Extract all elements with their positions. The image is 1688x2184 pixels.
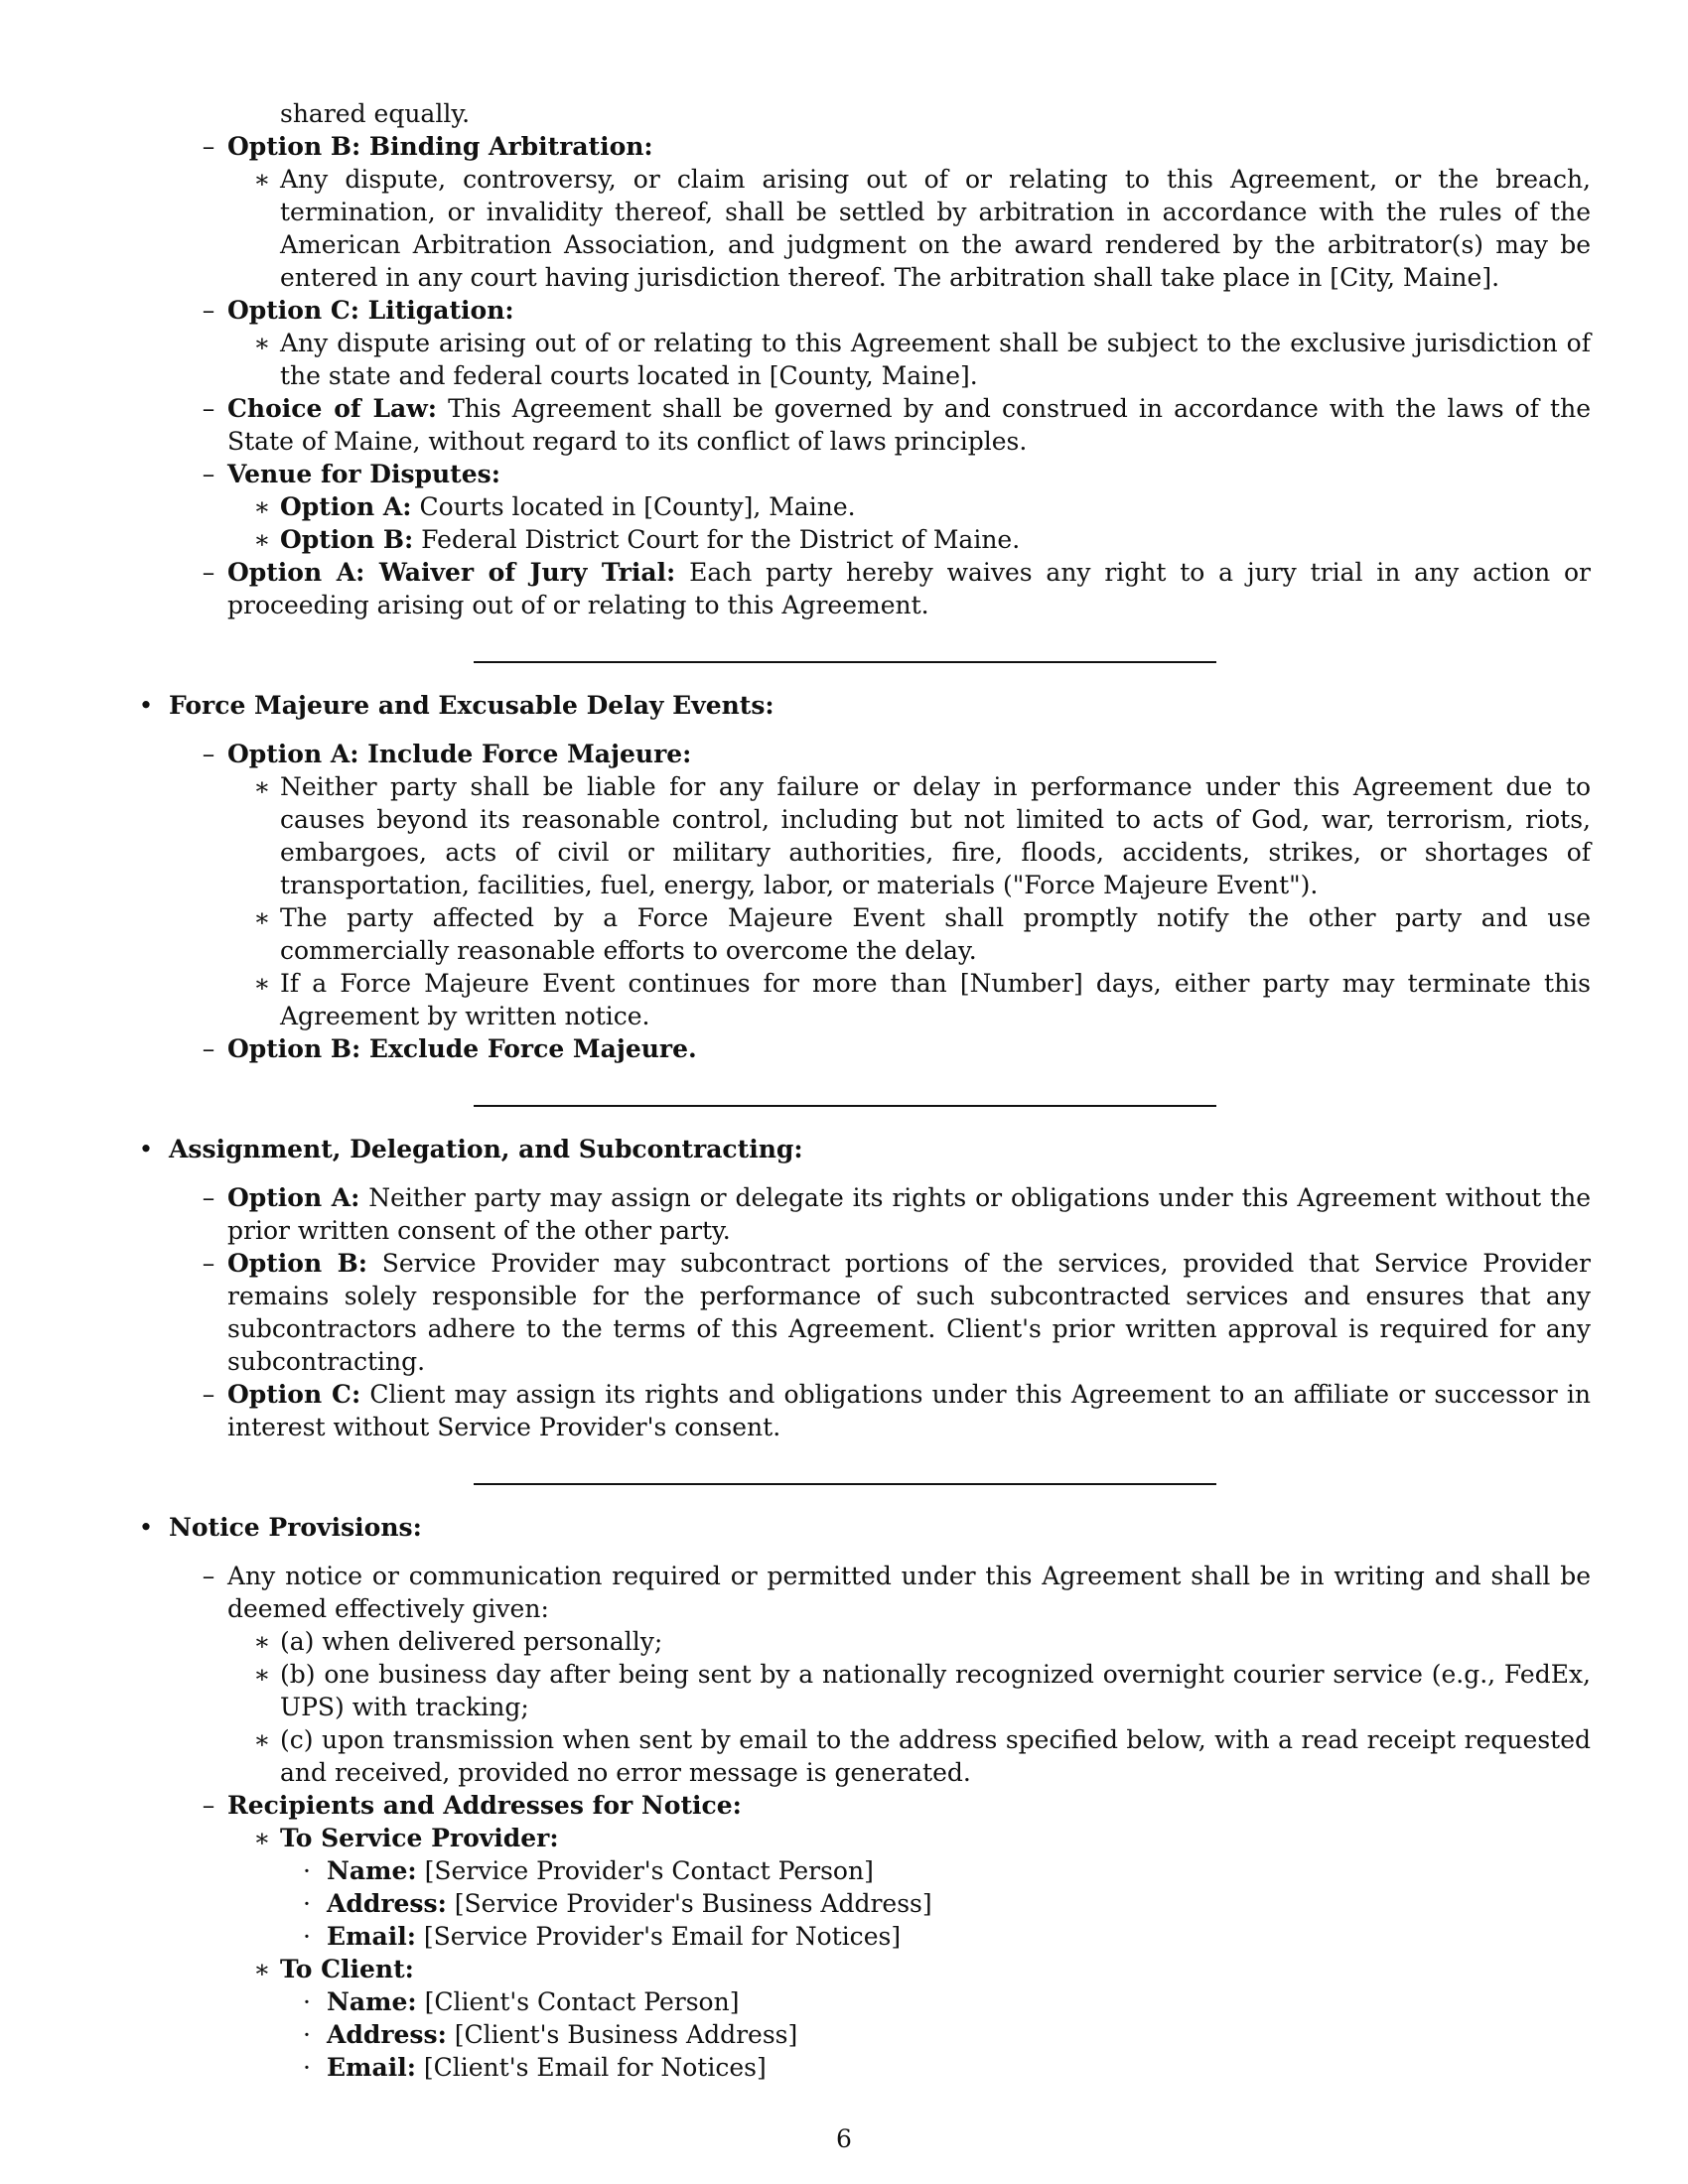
list-item (136, 1723, 1591, 1789)
option-label: Option A: Waiver of Jury Trial: (227, 558, 676, 587)
list-item (136, 1887, 1591, 1920)
dash-marker: – (202, 1034, 215, 1063)
list-item (136, 97, 1591, 130)
force-majeure-heading: Force Majeure and Excusable Delay Events: (169, 691, 774, 720)
clause-text: Any dispute arising out of or relating to this Agreement shall be subject to the exclusive jurisdiction of the state and federal courts located in [County, Maine]. (280, 329, 1591, 390)
option-label: Option A: Include Force Majeure: (227, 740, 692, 768)
field-value: [Client's Business Address] (454, 2020, 798, 2049)
dash-marker: – (202, 1183, 215, 1212)
dash-marker: – (202, 558, 215, 587)
field-value: [Service Provider's Contact Person] (424, 1856, 874, 1885)
choice-of-law (136, 392, 1591, 458)
option-label: To Client: (280, 1955, 414, 1983)
dot-marker: · (303, 1987, 311, 2016)
list-item (136, 523, 1591, 556)
list-item (136, 901, 1591, 967)
dot-marker: · (303, 1856, 311, 1885)
dash-marker: – (202, 1562, 215, 1590)
dot-marker: · (303, 2053, 311, 2082)
option-label: Option B: Exclude Force Majeure. (227, 1034, 697, 1063)
list-item (136, 738, 1591, 770)
star-marker: ∗ (253, 329, 271, 357)
option-label: Option B: Binding Arbitration: (227, 132, 653, 161)
list-item (136, 1032, 1591, 1065)
field-label: Email: (327, 1922, 416, 1951)
litigation-option (136, 294, 1591, 327)
bullet-marker: • (138, 1135, 154, 1163)
star-marker: ∗ (253, 1725, 271, 1754)
field-label: Address: (327, 1889, 447, 1918)
option-label: Choice of Law: (227, 394, 437, 423)
dot-marker: · (303, 1922, 311, 1951)
arbitration-option (136, 130, 1591, 163)
list-item (136, 1822, 1591, 1854)
list-item (136, 1953, 1591, 1985)
venue-for-disputes (136, 458, 1591, 490)
option-label: Option B: (280, 525, 414, 554)
star-marker: ∗ (253, 525, 271, 554)
field-value: [Service Provider's Business Address] (454, 1889, 932, 1918)
list-item (136, 770, 1591, 901)
clause-text: Neither party may assign or delegate its rights or obligations under this Agreement without the prior written consent of the other party. (227, 1183, 1591, 1245)
dash-marker: – (202, 296, 215, 325)
field-value: [Service Provider's Email for Notices] (423, 1922, 902, 1951)
star-marker: ∗ (253, 1955, 271, 1983)
option-label: Option C: (227, 1380, 361, 1409)
dash-marker: – (202, 394, 215, 423)
list-item (136, 490, 1591, 523)
dash-marker: – (202, 1791, 215, 1820)
clause-text: (a) when delivered personally; (280, 1627, 663, 1656)
star-marker: ∗ (253, 903, 271, 932)
assignment-heading: Assignment, Delegation, and Subcontracting: (169, 1135, 803, 1163)
star-marker: ∗ (253, 1627, 271, 1656)
list-item (136, 1789, 1591, 1822)
star-marker: ∗ (253, 165, 271, 194)
clause-text: Each party hereby waives any right to a jury trial in any action or proceeding arising out of or relating to this Agreement. (227, 558, 1592, 619)
star-marker: ∗ (253, 772, 271, 801)
dot-marker: · (303, 2020, 311, 2049)
list-item (136, 1920, 1591, 1953)
document-content (136, 97, 1591, 2084)
option-label: Option A: (280, 492, 412, 521)
list-item (136, 1378, 1591, 1443)
list-item (136, 327, 1591, 392)
option-label: Venue for Disputes: (227, 460, 500, 488)
dash-marker: – (202, 460, 215, 488)
option-label: Option B: (227, 1249, 367, 1278)
star-marker: ∗ (253, 1660, 271, 1689)
clause-text: The party affected by a Force Majeure Event shall promptly notify the other party and use commercially reasonable efforts to overcome the delay. (280, 903, 1591, 965)
dash-marker: – (202, 740, 215, 768)
clause-text: Federal District Court for the District of Maine. (421, 525, 1021, 554)
clause-text: This Agreement shall be governed by and construed in accordance with the laws of the State of Maine, without regard to its conflict of laws principles. (227, 394, 1591, 456)
section-heading (136, 1511, 1591, 1544)
list-item (136, 1854, 1591, 1887)
clause-text: Neither party shall be liable for any failure or delay in performance under this Agreement due to causes beyond its reasonable control, including but not limited to acts of God, war, terrorism, riots, embargoes, acts of civil or military authorities, fire, floods, accidents, strikes, or shortages of transportation, facilities, fuel, energy, labor, or materials ("Force Majeure Event"). (280, 772, 1591, 899)
section-heading (136, 689, 1591, 722)
option-label: Option A: (227, 1183, 360, 1212)
star-marker: ∗ (253, 1824, 271, 1852)
field-value: [Client's Email for Notices] (423, 2053, 767, 2082)
option-label: Recipients and Addresses for Notice: (227, 1791, 742, 1820)
option-label: Option C: Litigation: (227, 296, 514, 325)
star-marker: ∗ (253, 969, 271, 998)
field-label: Address: (327, 2020, 447, 2049)
list-item (136, 1985, 1591, 2018)
clause-text: Any dispute, controversy, or claim arising out of or relating to this Agreement, or the breach, termination, or invalidity thereof, shall be settled by arbitration in accordance with the rules of the American Arbitration Association, and judgment on the award rendered by the arbitrator(s) may be entered in any court having jurisdiction thereof. The arbitration shall take place in [City, Maine]. (280, 165, 1591, 292)
clause-text: Any notice or communication required or permitted under this Agreement shall be in writing and shall be deemed effectively given: (227, 1562, 1591, 1623)
field-value: [Client's Contact Person] (424, 1987, 740, 2016)
list-item (136, 1560, 1591, 1625)
option-label: To Service Provider: (280, 1824, 559, 1852)
section-heading (136, 1133, 1591, 1165)
clause-text: (c) upon transmission when sent by email to the address specified below, with a read receipt requested and received, provided no error message is generated. (280, 1725, 1591, 1787)
list-item (136, 2051, 1591, 2084)
clause-text: If a Force Majeure Event continues for more than [Number] days, either party may terminate this Agreement by written notice. (280, 969, 1591, 1030)
page-number: 6 (836, 2124, 852, 2153)
continuation-text: shared equally. (280, 99, 471, 128)
dash-marker: – (202, 132, 215, 161)
field-label: Email: (327, 2053, 416, 2082)
dash-marker: – (202, 1380, 215, 1409)
dash-marker: – (202, 1249, 215, 1278)
clause-text: Client may assign its rights and obligations under this Agreement to an affiliate or successor in interest without Service Provider's consent. (227, 1380, 1591, 1441)
list-item (136, 967, 1591, 1032)
notice-heading: Notice Provisions: (169, 1513, 422, 1542)
field-label: Name: (327, 1987, 417, 2016)
star-marker: ∗ (253, 492, 271, 521)
clause-text: (b) one business day after being sent by a nationally recognized overnight courier service (e.g., FedEx, UPS) with tracking; (280, 1660, 1591, 1721)
jury-waiver (136, 556, 1591, 621)
field-label: Name: (327, 1856, 417, 1885)
bullet-marker: • (138, 1513, 154, 1542)
list-item (136, 163, 1591, 294)
list-item (136, 1658, 1591, 1723)
list-item (136, 1625, 1591, 1658)
clause-text: Service Provider may subcontract portions of the services, provided that Service Provider remains solely responsible for the performance of such subcontracted services and ensures that any subcontractors adhere to the terms of this Agreement. Client's prior written approval is required for any subcontracting. (227, 1249, 1592, 1376)
list-item (136, 2018, 1591, 2051)
dot-marker: · (303, 1889, 311, 1918)
list-item (136, 1247, 1591, 1378)
clause-text: Courts located in [County], Maine. (419, 492, 856, 521)
list-item (136, 1181, 1591, 1247)
bullet-marker: • (138, 691, 154, 720)
